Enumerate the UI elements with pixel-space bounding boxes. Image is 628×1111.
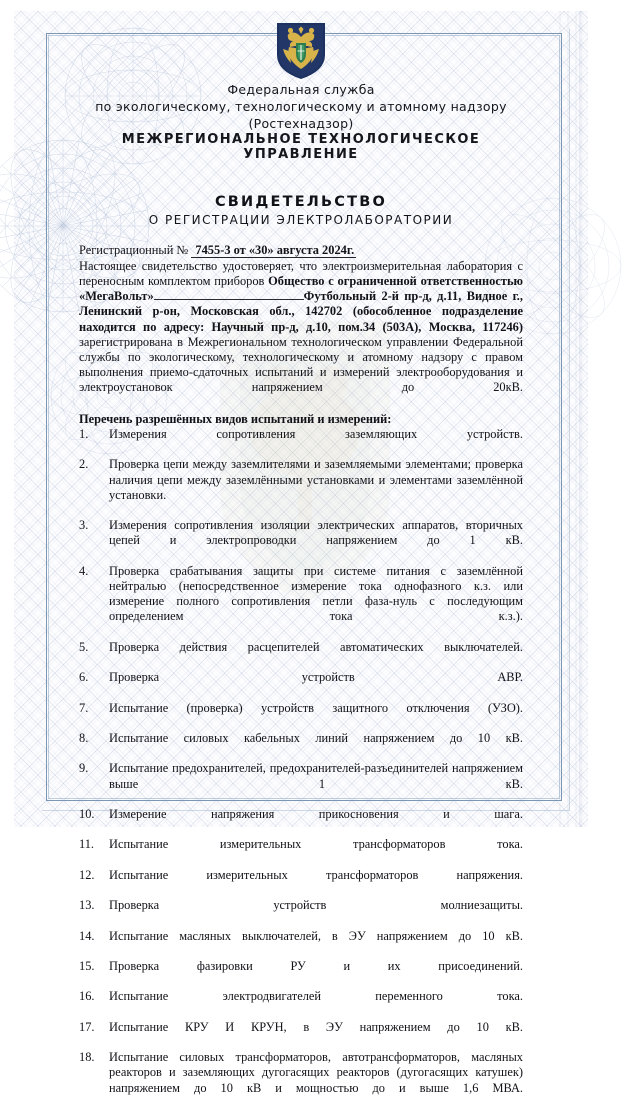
list-item-number: 4. [79,563,89,578]
list-item [79,1050,523,1111]
list-item [79,837,523,867]
list-item [79,701,523,731]
list-item-text: Испытание электродвигателей переменного тока. [109,989,523,1004]
list-item-text: Проверка фазировки РУ и их присоединений. [109,959,523,974]
list-item [79,670,523,700]
list-item-number: 17. [79,1019,95,1034]
certificate-content [14,11,588,1095]
fill-rule-line [154,290,304,300]
list-item [79,989,523,1019]
list-item [79,640,523,670]
list-item [79,898,523,928]
list-item-text: Проверка устройств АВР. [109,670,523,685]
list-item [79,959,523,989]
list-item [79,731,523,761]
list-item-number: 14. [79,928,95,943]
agency-line-3: (Ростехнадзор) [248,116,354,131]
list-item-number: 18. [79,1050,95,1065]
list-item-number: 3. [79,518,89,533]
list-item-text: Проверка устройств молниезащиты. [109,898,523,913]
coat-of-arms-icon [275,21,327,81]
permitted-tests-list [79,427,523,1111]
certificate-subtitle: О РЕГИСТРАЦИИ ЭЛЕКТРОЛАБОРАТОРИИ [148,213,454,227]
list-item-number: 6. [79,670,89,685]
certificate-body [79,243,523,1111]
statement-part-2: зарегистрирована в Межрегиональном технологическом управлении Федеральной службы по экологическому, технологическому и атомному надзору с правом выполнения приемо-сдаточных испытаний и измерений электрооборудования и электроустановок напряжением до 20кВ. [79,334,523,395]
list-item-text: Испытание (проверка) устройств защитного отключения (УЗО). [109,700,523,715]
agency-line-1: Федеральная служба [227,82,375,97]
list-item-text: Испытание масляных выключателей, в ЭУ напряжением до 10 кВ. [109,928,523,943]
list-item-text: Испытание измерительных трансформаторов напряжения. [109,867,523,882]
list-item [79,427,523,457]
list-item-text: Измерение напряжения прикосновения и шага. [109,807,523,822]
list-item-text: Измерения сопротивления заземляющих устройств. [109,426,523,441]
list-item-number: 11. [79,837,95,852]
registration-label: Регистрационный № [79,243,189,257]
list-heading: Перечень разрешённых видов испытаний и измерений: [79,411,392,426]
organization-name: Общество с ограниченной ответственностью «МегаВольт» [79,273,523,304]
list-item-number: 15. [79,959,95,974]
organization-address: Футбольный 2-й пр-д, д.11, Видное г., Ленинский р-он, Московская обл., 142702 (обособленное подразделение находится по адресу: Научный пр-д, д.10, пом.34 (503А), Москва, 117246) [79,289,523,334]
list-item-text: Испытание измерительных трансформаторов тока. [109,837,523,852]
list-item-number: 5. [79,639,89,654]
list-item [79,518,523,564]
list-item-number: 9. [79,761,89,776]
certificate-sheet [14,11,588,1095]
list-item [79,1020,523,1050]
registration-line [79,243,523,258]
list-item-text: Проверка действия расцепителей автоматических выключателей. [109,639,523,654]
list-item [79,868,523,898]
list-item [79,807,523,837]
list-item-number: 10. [79,807,95,822]
list-item-number: 8. [79,731,89,745]
list-item-text: Испытание силовых трансформаторов, автотрансформаторов, масляных реакторов и заземляющих дугогасящих реакторов (дугогасящих катушек) напряжением до 10 кВ и мощностью до и выше 1,6 МВА. [109,1050,523,1095]
list-item-number: 12. [79,867,95,882]
department-title: МЕЖРЕГИОНАЛЬНОЕ ТЕХНОЛОГИЧЕСКОЕ УПРАВЛЕНИЕ [121,132,481,162]
statement-paragraph [79,259,523,411]
list-item-number: 2. [79,457,89,472]
list-item [79,457,523,518]
list-item-text: Проверка срабатывания защиты при системе питания с заземлённой нейтралью (непосредственное измерение тока однофазного к.з. или измерение полного сопротивления петли фаза-нуль с последующим определением тока к.з.). [109,563,523,624]
list-item [79,564,523,640]
list-item-number: 1. [79,426,89,441]
list-item-number: 16. [79,989,95,1004]
list-item-text: Измерения сопротивления изоляции электрических аппаратов, вторичных цепей и электропроводки напряжением до 1 кВ. [109,518,523,548]
list-item-number: 13. [79,898,95,913]
agency-line-2: по экологическому, технологическому и атомному надзору [95,99,507,114]
list-item-text: Испытание предохранителей, предохранителей-разъединителей напряжением выше 1 кВ. [109,761,523,791]
statement-part-1: Настоящее свидетельство удостоверяет, что электроизмерительная лаборатория с переносным комплектом приборов [79,258,523,288]
registration-value: 7455-3 от «30» августа 2024г. [191,243,356,258]
list-item-text: Проверка цепи между заземлителями и заземляемыми элементами; проверка наличия цепи между заземлёнными установками и элементами заземлённой установки. [109,457,523,502]
list-item [79,761,523,807]
list-item-number: 7. [79,700,89,715]
list-item-text: Испытание силовых кабельных линий напряжением до 10 кВ. [109,731,523,745]
list-item-text: Испытание КРУ И КРУН, в ЭУ напряжением до 10 кВ. [109,1019,523,1034]
certificate-title: СВИДЕТЕЛЬСТВО [214,194,388,210]
list-item [79,929,523,959]
